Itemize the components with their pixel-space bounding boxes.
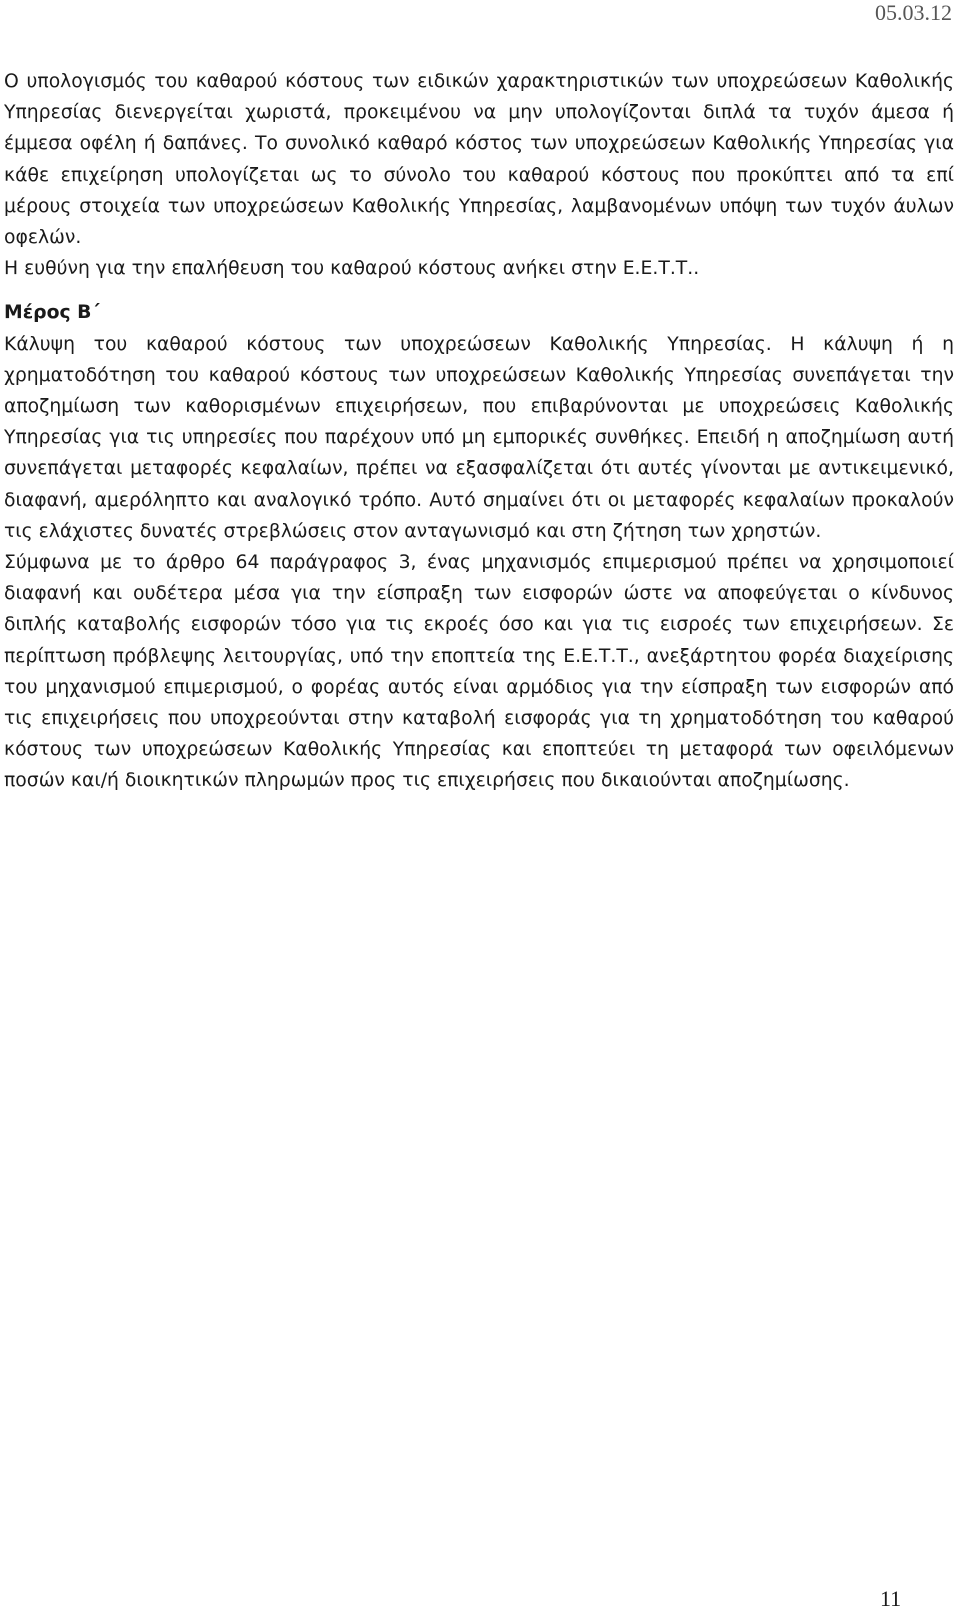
paragraph-net-cost-calculation: Ο υπολογισμός του καθαρού κόστους των ειδικών χαρακτηριστικών των υποχρεώσεων Καθολικής Υπηρεσίας διενεργείται χωριστά, προκειμένου να μην υπολογίζονται διπλά τα τυχόν άμεσα ή έμμεσα οφέλη ή δαπάνες. Το συνολικό καθαρό κόστος των υποχρεώσεων Καθολικής Υπηρεσίας για κάθε επιχείρηση υπολογίζεται ως το σύνολο του καθαρού κόστους που προκύπτει από τα επί μέρους στοιχεία των υποχρεώσεων Καθολικής Υπηρεσίας, λαμβανομένων υπόψη των τυχόν άυλων οφελών. bbox=[4, 71, 954, 249]
document-number: 05.03.12 bbox=[875, 0, 952, 25]
page-number: 11 bbox=[880, 1586, 902, 1611]
paragraph-verification-responsibility: Η ευθύνη για την επαλήθευση του καθαρού κόστους ανήκει στην Ε.Ε.Τ.Τ.. bbox=[4, 258, 700, 280]
page-body bbox=[4, 66, 954, 797]
paragraph-allocation-mechanism: Σύμφωνα με το άρθρο 64 παράγραφος 3, ένας μηχανισμός επιμερισμού πρέπει να χρησιμοποιεί διαφανή και ουδέτερα μέσα για την είσπραξη των εισφορών ώστε να αποφεύγεται ο κίνδυνος διπλής καταβολής εισφορών τόσο για τις εκροές όσο και για τις εισροές των επιχειρήσεων. Σε περίπτωση πρόβλεψης λειτουργίας, υπό την εποπτεία της Ε.Ε.Τ.Τ., ανεξάρτητου φορέα διαχείρισης του μηχανισμού επιμερισμού, ο φορέας αυτός είναι αρμόδιος για την είσπραξη των εισφορών από τις επιχειρήσεις που υποχρεούνται στην καταβολή εισφοράς για τη χρηματοδότηση του καθαρού κόστους των υποχρεώσεων Καθολικής Υπηρεσίας και εποπτεύει τη μεταφορά των οφειλόμενων ποσών και/ή διοικητικών πληρωμών προς τις επιχειρήσεις που δικαιούνται αποζημίωσης. bbox=[4, 552, 954, 792]
section-heading-part-b: Μέρος Β΄ bbox=[4, 302, 100, 324]
paragraph-cost-coverage: Κάλυψη του καθαρού κόστους των υποχρεώσεων Καθολικής Υπηρεσίας. Η κάλυψη ή η χρηματοδότηση του καθαρού κόστους των υποχρεώσεων Καθολικής Υπηρεσίας συνεπάγεται την αποζημίωση των καθορισμένων επιχειρήσεων, που επιβαρύνονται με υποχρεώσεις Καθολικής Υπηρεσίας για τις υπηρεσίες που παρέχουν υπό μη εμπορικές συνθήκες. Επειδή η αποζημίωση αυτή συνεπάγεται μεταφορές κεφαλαίων, πρέπει να εξασφαλίζεται ότι αυτές γίνονται με αντικειμενικό, διαφανή, αμερόληπτο και αναλογικό τρόπο. Αυτό σημαίνει ότι οι μεταφορές κεφαλαίων προκαλούν τις ελάχιστες δυνατές στρεβλώσεις στον ανταγωνισμό και στη ζήτηση των χρηστών. bbox=[4, 333, 954, 542]
